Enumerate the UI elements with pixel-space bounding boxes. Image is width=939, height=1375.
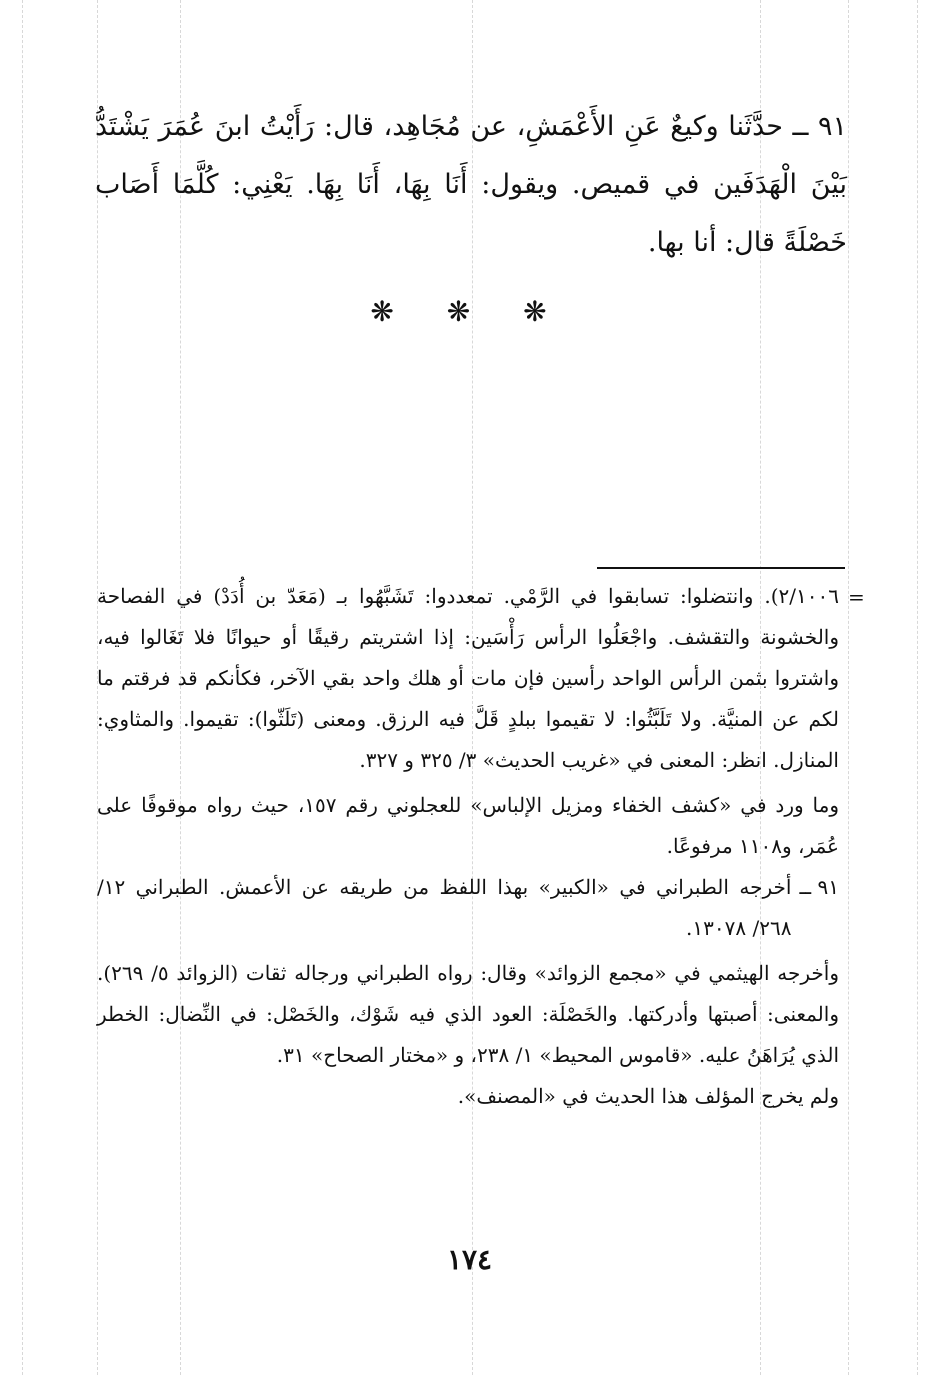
scan-guide-line [22, 0, 23, 1375]
footnote-continuation-mark: = [848, 585, 865, 609]
scan-guide-line [848, 0, 849, 1375]
scan-guide-line [917, 0, 918, 1375]
footnote-paragraph-continued: ٢/١٠٠٦). وانتضلوا: تسابقوا في الرَّمْي. تمعددوا: تَشَبَّهُوا بـ (مَعَدّ بن أُدَدْ) في الفصاحة والخشونة والتقشف. واجْعَلُوا الرأس رَأْسَين: إذا اشتريتم رقيقًا أو حيوانًا فلا تَغَالوا فيه، واشتروا بثمن الرأس الواحد رأسين فإن مات أو هلك واحد بقي الآخر، فكأنكم قد فرقتم ما لكم عن المنيَّة. ولا تَلَبَّثُوا: لا تقيموا ببلدٍ قَلَّ فيه الرزق. ومعنى (تَلَثّوا): تقيموا. والمثاوي: المنازل. انظر: المعنى في «غريب الحديث» ٣/ ٣٢٥ و ٣٢٧. [97, 584, 839, 772]
page-number: ١٧٤ [446, 1243, 493, 1276]
footnote-rule [597, 567, 845, 569]
footnote-paragraph-kashf: وما ورد في «كشف الخفاء ومزيل الإلباس» للعجلوني رقم ١٥٧، حيث رواه موقوفًا على عُمَر، و١١٠٨ مرفوعًا. [97, 793, 839, 858]
footnote-entry-text: أخرجه الطبراني في «الكبير» بهذا اللفظ من طريقه عن الأعمش. الطبراني ١٢/ ٢٦٨/ ١٣٠٧٨. [97, 875, 792, 940]
hadith-91-text: ٩١ ــ حدَّثَنا وكيعٌ عَنِ الأَعْمَشِ، عن مُجَاهِد، قال: رَأَيْتُ ابنَ عُمَرَ يَشْتَدُّ بَيْنَ الْهَدَفَين في قميص. ويقول: أَنَا بِهَا، أَنَا بِهَا. يَعْنِي: كُلَّمَا أَصَاب خَصْلَةً قال: أنا بها. [95, 111, 847, 258]
footnotes [97, 576, 839, 1117]
footnote-paragraph-musannaf: ولم يخرج المؤلف هذا الحديث في «المصنف». [457, 1084, 839, 1108]
footnote-paragraph-haythami: وأخرجه الهيثمي في «مجمع الزوائد» وقال: رواه الطبراني ورجاله ثقات (الزوائد ٥/ ٢٦٩). والمعنى: أصبتها وأدركتها. والخَصْلَة: العود الذي فيه شَوْك، والخَصْل: في النِّضال: الخطر الذي يُرَاهَنُ عليه. «قاموس المحيط» ١/ ٢٣٨، و «مختار الصحاح» ٣١. [97, 961, 839, 1067]
footnote-entry-number: ٩١ ــ [799, 875, 839, 899]
footnote-entry-91 [97, 867, 839, 949]
section-separator-stars: ❋ ❋ ❋ [370, 295, 569, 328]
